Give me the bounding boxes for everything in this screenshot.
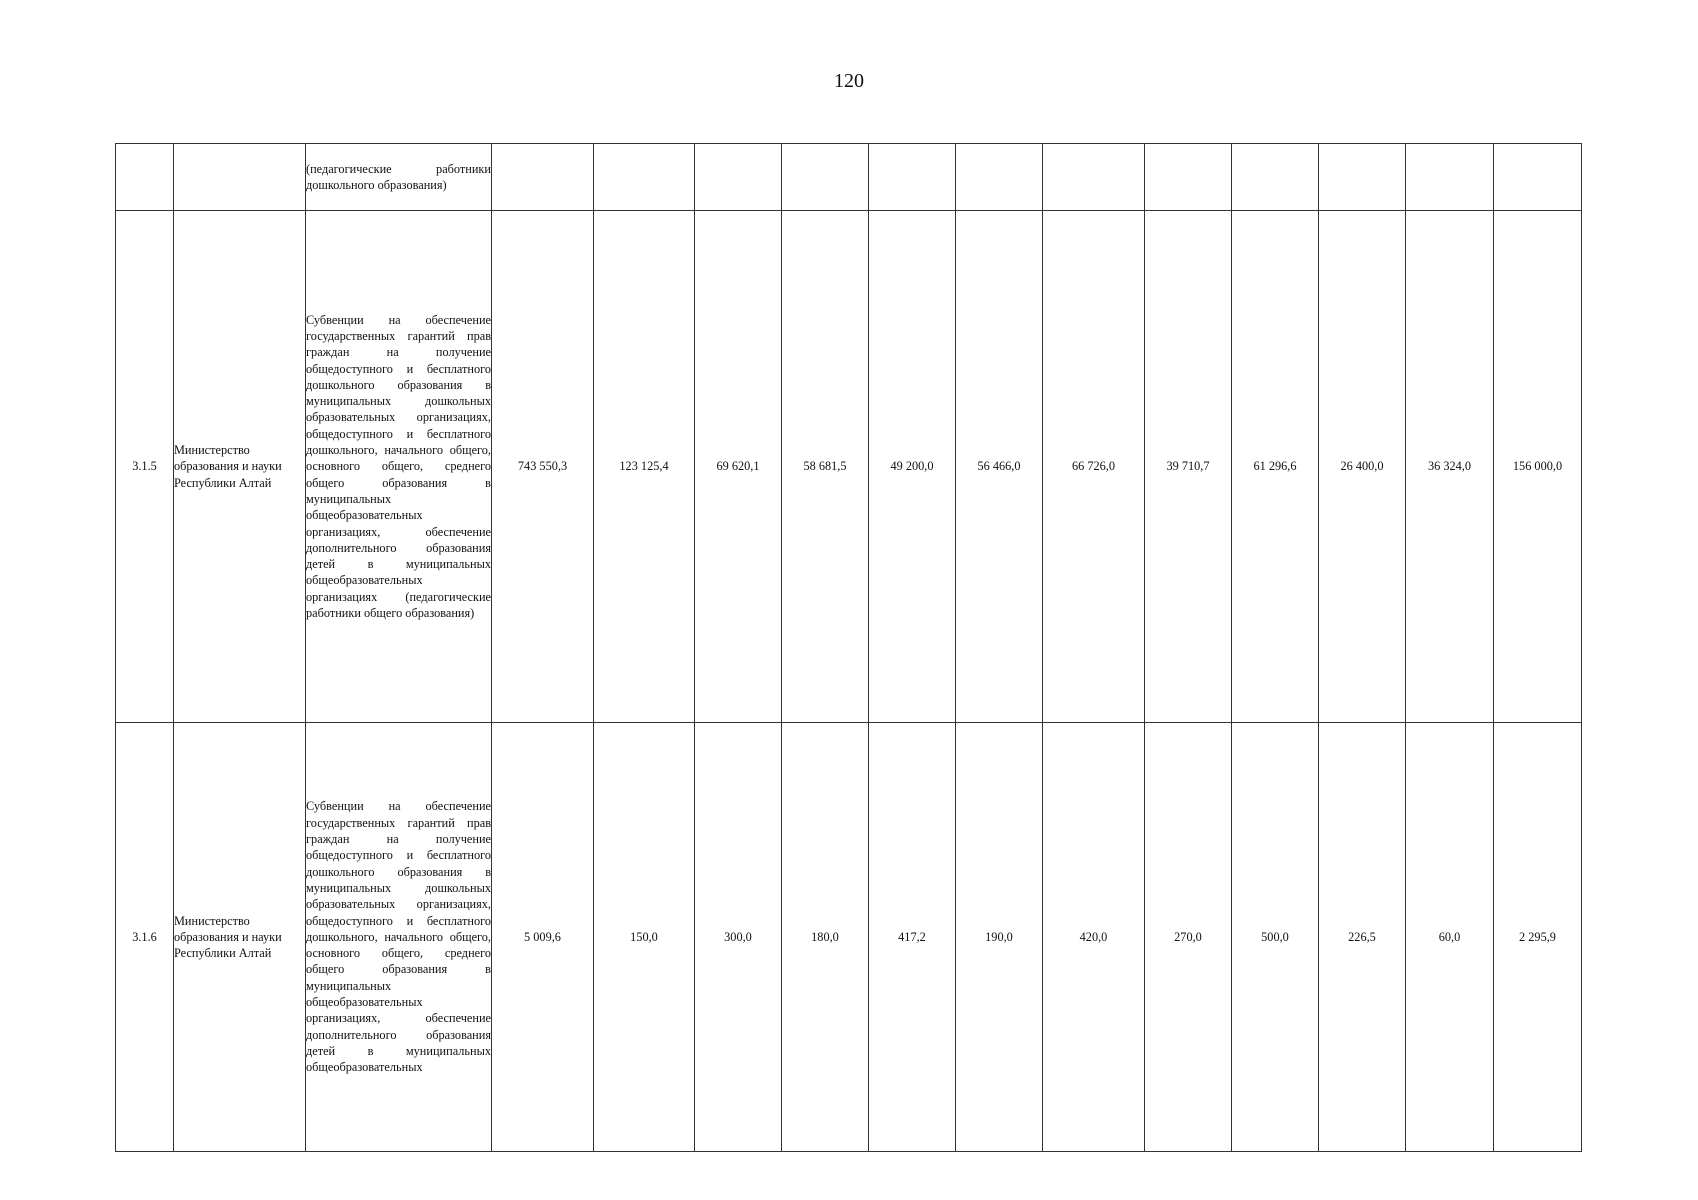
amount-cell: 417,2: [869, 723, 956, 1152]
description-cell: [306, 723, 492, 1152]
amount-cell: 500,0: [1232, 723, 1319, 1152]
description-text: (педагогические работники дошкольного образования): [306, 161, 491, 192]
amount-cell: [695, 144, 782, 211]
page-number: 120: [834, 70, 864, 92]
amount-cell: 61 296,6: [1232, 211, 1319, 723]
amount-cell: 2 295,9: [1494, 723, 1582, 1152]
amount-cell: 69 620,1: [695, 211, 782, 723]
description-cell: [306, 144, 492, 211]
description-text: Субвенции на обеспечение государственных гарантий прав граждан на получение общедоступного и бесплатного дошкольного образования в муниципальных дошкольных образовательных организациях, общедоступного и бесплатного дошкольного, начального общего, основного общего, среднего общего образования в муниципальных общеобразовательных организациях, обеспечение дополнительного образования детей в муниципальных общеобразовательных: [306, 799, 491, 1075]
table-row: [116, 211, 1582, 723]
amount-cell: [594, 144, 695, 211]
amount-cell: 300,0: [695, 723, 782, 1152]
organization-cell: Министерство образования и науки Республики Алтай: [174, 211, 306, 723]
amount-cell: 60,0: [1406, 723, 1494, 1152]
amount-cell: 156 000,0: [1494, 211, 1582, 723]
amount-cell: 743 550,3: [492, 211, 594, 723]
organization-cell: Министерство образования и науки Республики Алтай: [174, 723, 306, 1152]
amount-cell: 123 125,4: [594, 211, 695, 723]
amount-cell: 39 710,7: [1145, 211, 1232, 723]
amount-cell: 49 200,0: [869, 211, 956, 723]
budget-table: [115, 143, 1582, 1152]
amount-cell: [1145, 144, 1232, 211]
amount-cell: 56 466,0: [956, 211, 1043, 723]
table-row: [116, 144, 1582, 211]
amount-cell: 420,0: [1043, 723, 1145, 1152]
amount-cell: 58 681,5: [782, 211, 869, 723]
amount-cell: [1319, 144, 1406, 211]
amount-cell: 180,0: [782, 723, 869, 1152]
amount-cell: 26 400,0: [1319, 211, 1406, 723]
amount-cell: 5 009,6: [492, 723, 594, 1152]
description-text: Субвенции на обеспечение государственных гарантий прав граждан на получение общедоступного и бесплатного дошкольного образования в муниципальных дошкольных образовательных организациях, общедоступного и бесплатного дошкольного, начального общего, основного общего, среднего общего образования в муниципальных общеобразовательных организациях, обеспечение дополнительного образования детей в муниципальных общеобразовательных организациях (педагогические работники общего образования): [306, 312, 491, 621]
amount-cell: 36 324,0: [1406, 211, 1494, 723]
row-code-cell: [116, 144, 174, 211]
row-code-cell: 3.1.5: [116, 211, 174, 723]
amount-cell: [1494, 144, 1582, 211]
amount-cell: [492, 144, 594, 211]
amount-cell: 226,5: [1319, 723, 1406, 1152]
amount-cell: [1043, 144, 1145, 211]
amount-cell: [782, 144, 869, 211]
row-code-cell: 3.1.6: [116, 723, 174, 1152]
amount-cell: 190,0: [956, 723, 1043, 1152]
table-body: [116, 144, 1582, 1152]
organization-cell: [174, 144, 306, 211]
amount-cell: 66 726,0: [1043, 211, 1145, 723]
table-row: [116, 723, 1582, 1152]
description-cell: [306, 211, 492, 723]
amount-cell: [869, 144, 956, 211]
amount-cell: 150,0: [594, 723, 695, 1152]
amount-cell: [956, 144, 1043, 211]
amount-cell: [1232, 144, 1319, 211]
amount-cell: [1406, 144, 1494, 211]
amount-cell: 270,0: [1145, 723, 1232, 1152]
